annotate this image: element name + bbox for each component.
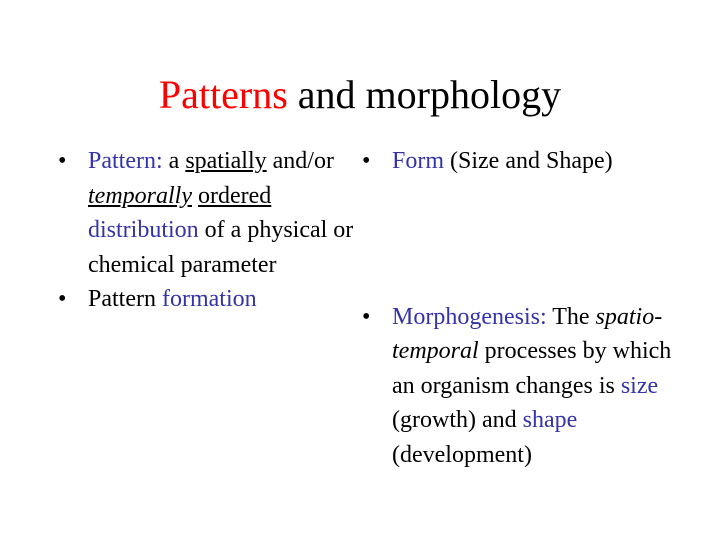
form-word: Form [392, 148, 445, 174]
spatially-word: spatially [185, 148, 267, 174]
right-column [362, 144, 682, 472]
pattern-definition-bullet [58, 144, 358, 282]
distribution-word: distribution [88, 217, 199, 243]
morpho-text-2: processes by which an organism changes is [392, 338, 672, 399]
morpho-text-1: The [546, 303, 596, 330]
morphogenesis-term: Morphogenesis: [392, 303, 547, 330]
title-accent: Patterns [158, 72, 288, 117]
pattern-text-2: and/or [266, 148, 334, 174]
left-column [58, 144, 358, 317]
shape-word: shape [522, 407, 578, 433]
slide-title [0, 70, 720, 120]
size-shape-text: (Size and Shape) [450, 148, 613, 174]
bullet-dot-icon: • [58, 286, 67, 312]
pattern-text-1: a [162, 148, 186, 174]
bullet-dot-icon: • [58, 148, 67, 174]
morpho-text-3: (growth) and [392, 407, 523, 433]
pattern-term: Pattern: [88, 148, 163, 174]
title-rest: and morphology [287, 72, 562, 117]
formation-word: formation [161, 286, 257, 312]
pattern-formation-bullet [58, 282, 358, 317]
bullet-dot-icon: • [362, 148, 371, 174]
pattern-text-4: of a physical or chemical parameter [88, 217, 354, 278]
pattern-formation-text: Pattern [88, 286, 162, 312]
ordered-word: ordered [197, 182, 272, 209]
size-word: size [620, 372, 659, 399]
morphogenesis-bullet [362, 300, 682, 473]
bullet-dot-icon: • [362, 303, 371, 330]
form-bullet [362, 144, 682, 179]
spatio-temporal-word: spatio-temporal [392, 303, 663, 364]
temporally-word: temporally [88, 182, 192, 209]
morpho-text-4: (development) [392, 441, 532, 468]
